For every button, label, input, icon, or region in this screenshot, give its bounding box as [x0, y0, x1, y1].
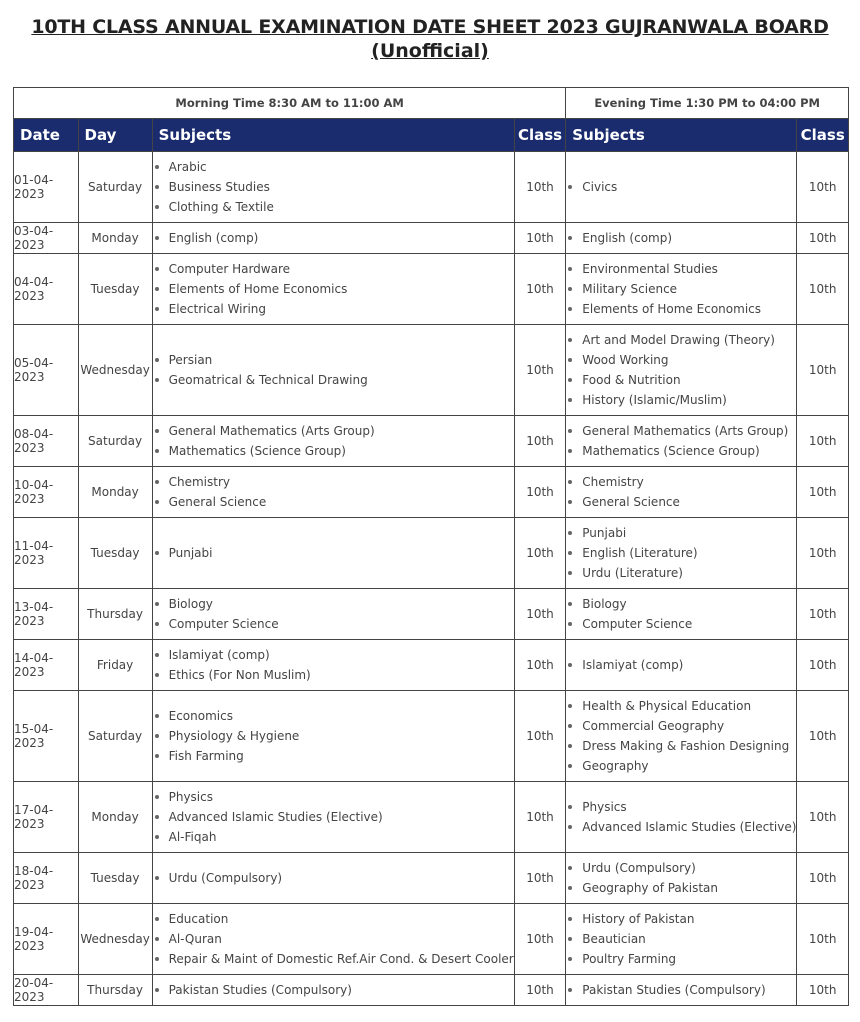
subject-item: Biology — [153, 594, 514, 614]
table-row — [14, 223, 849, 254]
morning-class: 10th — [514, 975, 566, 1006]
header-morning-subjects: Subjects — [152, 119, 514, 152]
subject-item: Punjabi — [566, 523, 796, 543]
subject-item: History (Islamic/Muslim) — [566, 390, 796, 410]
subject-list — [566, 330, 796, 410]
subject-item: Geomatrical & Technical Drawing — [153, 370, 514, 390]
subject-item: History of Pakistan — [566, 909, 796, 929]
table-row — [14, 325, 849, 416]
morning-subjects — [152, 691, 514, 782]
subject-list — [566, 594, 796, 634]
exam-date: 18-04-2023 — [14, 853, 79, 904]
evening-class: 10th — [797, 254, 849, 325]
subject-item: Computer Hardware — [153, 259, 514, 279]
subject-item: Education — [153, 909, 514, 929]
header-evening-subjects: Subjects — [566, 119, 797, 152]
subject-list — [566, 523, 796, 583]
subject-item: Punjabi — [153, 543, 514, 563]
exam-date: 14-04-2023 — [14, 640, 79, 691]
subject-item: Economics — [153, 706, 514, 726]
subject-item: Civics — [566, 177, 796, 197]
evening-class: 10th — [797, 853, 849, 904]
evening-class: 10th — [797, 152, 849, 223]
evening-subjects — [566, 152, 797, 223]
evening-class: 10th — [797, 325, 849, 416]
exam-day: Monday — [78, 223, 152, 254]
subject-item: Mathematics (Science Group) — [566, 441, 796, 461]
morning-class: 10th — [514, 416, 566, 467]
exam-day: Saturday — [78, 416, 152, 467]
exam-day: Monday — [78, 782, 152, 853]
evening-subjects — [566, 254, 797, 325]
evening-class: 10th — [797, 416, 849, 467]
subject-item: General Science — [153, 492, 514, 512]
subject-item: Physics — [566, 797, 796, 817]
subject-item: Health & Physical Education — [566, 696, 796, 716]
subject-list — [153, 350, 514, 390]
morning-class: 10th — [514, 325, 566, 416]
subject-item: Electrical Wiring — [153, 299, 514, 319]
exam-date: 13-04-2023 — [14, 589, 79, 640]
table-row — [14, 975, 849, 1006]
subject-list — [566, 858, 796, 898]
morning-class: 10th — [514, 640, 566, 691]
table-row — [14, 691, 849, 782]
subject-item: Computer Science — [153, 614, 514, 634]
subject-list — [153, 228, 514, 248]
subject-list — [153, 868, 514, 888]
subject-item: Repair & Maint of Domestic Ref.Air Cond. & Desert Cooler — [153, 949, 514, 969]
morning-class: 10th — [514, 853, 566, 904]
exam-day: Tuesday — [78, 518, 152, 589]
exam-date: 11-04-2023 — [14, 518, 79, 589]
morning-class: 10th — [514, 589, 566, 640]
morning-class: 10th — [514, 467, 566, 518]
evening-subjects — [566, 782, 797, 853]
subject-item: General Science — [566, 492, 796, 512]
page-title: 10TH CLASS ANNUAL EXAMINATION DATE SHEET 2023 GUJRANWALA BOARD — [31, 16, 829, 38]
subject-item: Islamiyat (comp) — [153, 645, 514, 665]
subject-item: General Mathematics (Arts Group) — [566, 421, 796, 441]
subject-list — [566, 980, 796, 1000]
subject-item: Food & Nutrition — [566, 370, 796, 390]
morning-subjects — [152, 254, 514, 325]
subject-item: Persian — [153, 350, 514, 370]
subject-list — [153, 259, 514, 319]
subject-item: Al-Fiqah — [153, 827, 514, 847]
subject-item: Poultry Farming — [566, 949, 796, 969]
exam-day: Saturday — [78, 152, 152, 223]
subject-list — [153, 594, 514, 634]
table-row — [14, 853, 849, 904]
evening-class: 10th — [797, 518, 849, 589]
subject-item: Computer Science — [566, 614, 796, 634]
morning-subjects — [152, 589, 514, 640]
table-row — [14, 782, 849, 853]
subject-item: Environmental Studies — [566, 259, 796, 279]
morning-subjects — [152, 325, 514, 416]
subject-item: Biology — [566, 594, 796, 614]
subject-item: Fish Farming — [153, 746, 514, 766]
morning-subjects — [152, 152, 514, 223]
evening-subjects — [566, 691, 797, 782]
exam-date: 04-04-2023 — [14, 254, 79, 325]
table-row — [14, 904, 849, 975]
subject-item: Wood Working — [566, 350, 796, 370]
subject-item: Ethics (For Non Muslim) — [153, 665, 514, 685]
evening-subjects — [566, 325, 797, 416]
table-row — [14, 589, 849, 640]
subject-list — [153, 645, 514, 685]
table-row — [14, 254, 849, 325]
header-day: Day — [78, 119, 152, 152]
subject-item: Dress Making & Fashion Designing — [566, 736, 796, 756]
exam-rows — [14, 152, 849, 1006]
evening-subjects — [566, 975, 797, 1006]
exam-date: 19-04-2023 — [14, 904, 79, 975]
subject-list — [153, 157, 514, 217]
subject-list — [153, 421, 514, 461]
subject-item: Advanced Islamic Studies (Elective) — [153, 807, 514, 827]
morning-class: 10th — [514, 691, 566, 782]
subject-item: Geography of Pakistan — [566, 878, 796, 898]
table-row — [14, 467, 849, 518]
subject-item: Elements of Home Economics — [153, 279, 514, 299]
evening-subjects — [566, 416, 797, 467]
morning-class: 10th — [514, 904, 566, 975]
header-row — [14, 119, 849, 152]
evening-class: 10th — [797, 467, 849, 518]
morning-class: 10th — [514, 782, 566, 853]
subject-item: English (comp) — [153, 228, 514, 248]
morning-subjects — [152, 467, 514, 518]
subject-item: Pakistan Studies (Compulsory) — [153, 980, 514, 1000]
exam-day: Thursday — [78, 975, 152, 1006]
session-row — [14, 88, 849, 119]
subject-item: Physiology & Hygiene — [153, 726, 514, 746]
subject-item: Arabic — [153, 157, 514, 177]
subject-list — [153, 472, 514, 512]
date-sheet-table — [13, 87, 849, 1006]
subject-item: Al-Quran — [153, 929, 514, 949]
evening-subjects — [566, 518, 797, 589]
morning-subjects — [152, 223, 514, 254]
subject-item: Geography — [566, 756, 796, 776]
subject-list — [566, 259, 796, 319]
exam-date: 01-04-2023 — [14, 152, 79, 223]
subject-list — [566, 177, 796, 197]
page-subtitle: (Unofficial) — [371, 40, 489, 62]
table-row — [14, 518, 849, 589]
subject-item: Chemistry — [153, 472, 514, 492]
morning-class: 10th — [514, 152, 566, 223]
header-date: Date — [14, 119, 79, 152]
exam-date: 15-04-2023 — [14, 691, 79, 782]
subject-item: Urdu (Compulsory) — [153, 868, 514, 888]
subject-item: Urdu (Compulsory) — [566, 858, 796, 878]
evening-class: 10th — [797, 640, 849, 691]
morning-class: 10th — [514, 518, 566, 589]
exam-date: 03-04-2023 — [14, 223, 79, 254]
morning-subjects — [152, 518, 514, 589]
subject-list — [566, 797, 796, 837]
evening-class: 10th — [797, 975, 849, 1006]
subject-item: Commercial Geography — [566, 716, 796, 736]
subject-list — [153, 543, 514, 563]
exam-day: Thursday — [78, 589, 152, 640]
morning-subjects — [152, 975, 514, 1006]
subject-item: English (comp) — [566, 228, 796, 248]
subject-item: Pakistan Studies (Compulsory) — [566, 980, 796, 1000]
evening-class: 10th — [797, 782, 849, 853]
subject-item: Urdu (Literature) — [566, 563, 796, 583]
subject-list — [566, 421, 796, 461]
exam-day: Saturday — [78, 691, 152, 782]
subject-item: Elements of Home Economics — [566, 299, 796, 319]
exam-date: 08-04-2023 — [14, 416, 79, 467]
subject-item: Advanced Islamic Studies (Elective) — [566, 817, 796, 837]
subject-item: English (Literature) — [566, 543, 796, 563]
subject-item: Art and Model Drawing (Theory) — [566, 330, 796, 350]
evening-class: 10th — [797, 691, 849, 782]
evening-class: 10th — [797, 904, 849, 975]
morning-subjects — [152, 416, 514, 467]
subject-list — [153, 706, 514, 766]
exam-day: Monday — [78, 467, 152, 518]
morning-session-label: Morning Time 8:30 AM to 11:00 AM — [14, 88, 566, 119]
subject-list — [566, 655, 796, 675]
subject-list — [153, 980, 514, 1000]
evening-class: 10th — [797, 223, 849, 254]
evening-subjects — [566, 853, 797, 904]
exam-day: Wednesday — [78, 325, 152, 416]
subject-list — [566, 909, 796, 969]
subject-item: Islamiyat (comp) — [566, 655, 796, 675]
header-morning-class: Class — [514, 119, 566, 152]
exam-date: 17-04-2023 — [14, 782, 79, 853]
subject-item: Military Science — [566, 279, 796, 299]
subject-item: Chemistry — [566, 472, 796, 492]
exam-date: 20-04-2023 — [14, 975, 79, 1006]
morning-subjects — [152, 640, 514, 691]
exam-day: Wednesday — [78, 904, 152, 975]
evening-class: 10th — [797, 589, 849, 640]
exam-date: 10-04-2023 — [14, 467, 79, 518]
morning-class: 10th — [514, 223, 566, 254]
subject-list — [153, 909, 514, 969]
subject-item: Mathematics (Science Group) — [153, 441, 514, 461]
table-row — [14, 640, 849, 691]
subject-item: General Mathematics (Arts Group) — [153, 421, 514, 441]
morning-subjects — [152, 904, 514, 975]
header-evening-class: Class — [797, 119, 849, 152]
subject-list — [566, 228, 796, 248]
subject-item: Business Studies — [153, 177, 514, 197]
evening-subjects — [566, 640, 797, 691]
evening-subjects — [566, 467, 797, 518]
subject-list — [566, 472, 796, 512]
subject-item: Physics — [153, 787, 514, 807]
morning-class: 10th — [514, 254, 566, 325]
evening-subjects — [566, 223, 797, 254]
subject-list — [153, 787, 514, 847]
table-row — [14, 152, 849, 223]
exam-date: 05-04-2023 — [14, 325, 79, 416]
subject-item: Beautician — [566, 929, 796, 949]
exam-day: Tuesday — [78, 853, 152, 904]
subject-list — [566, 696, 796, 776]
subject-item: Clothing & Textile — [153, 197, 514, 217]
exam-day: Friday — [78, 640, 152, 691]
evening-subjects — [566, 904, 797, 975]
table-row — [14, 416, 849, 467]
evening-session-label: Evening Time 1:30 PM to 04:00 PM — [566, 88, 849, 119]
morning-subjects — [152, 782, 514, 853]
exam-day: Tuesday — [78, 254, 152, 325]
morning-subjects — [152, 853, 514, 904]
evening-subjects — [566, 589, 797, 640]
